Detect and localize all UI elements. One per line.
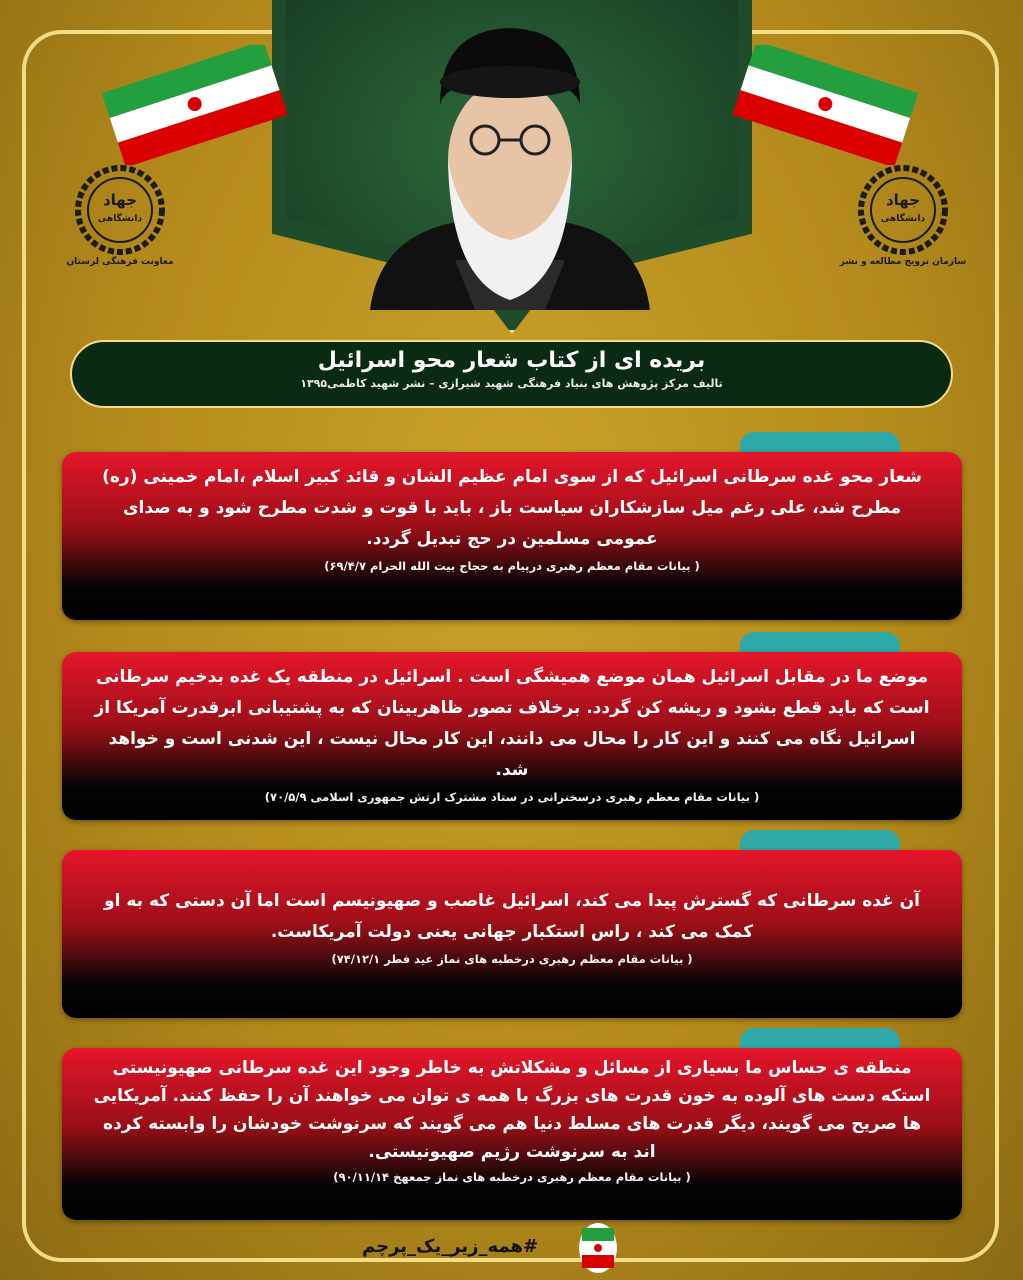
emblem-right-caption: سازمان ترویج مطالعه و نشر [839, 257, 967, 267]
svg-text:دانشگاهی: دانشگاهی [97, 214, 143, 224]
quote-text: منطقه ی حساس ما بسیاری از مسائل و مشکلاتش به خاطر وجود این غده سرطانی صهیونیستی استکه دست های آلوده به خون قدرت های بزرگ با همه ی توان می خواهند آن را حفظ کنند. آمریکایی ها صریح می گویند، دیگر قدرت های مسلط دنیا هم می گویند که سرنوشت خودشان را وابسته کرده اند به سرنوشت رژیم صهیونیستی. [93, 1058, 931, 1162]
emblem-left-caption: معاونت فرهنگی لرستان [66, 257, 174, 267]
quote-citation: ( بیانات مقام معظم رهبری درخطبه های نماز عید فطر ۷۴/۱۲/۱) [331, 952, 693, 966]
title-banner [70, 340, 953, 408]
svg-text:دانشگاهی: دانشگاهی [880, 214, 926, 224]
svg-text:جهاد: جهاد [885, 191, 921, 209]
quote-citation: ( بیانات مقام معظم رهبری درخطبه های نماز جمعهخ ۹۰/۱۱/۱۴) [333, 1170, 691, 1184]
iran-flag-right-icon [730, 45, 920, 165]
quote-text: آن غده سرطانی که گسترش پیدا می کند، اسرائیل غاصب و صهیونیسم است اما آن دستی که به او کمک می کند ، راس استکبار جهانی یعنی دولت آمریکاست. [104, 891, 920, 942]
svg-text:جهاد: جهاد [102, 191, 138, 209]
quote-citation: ( بیانات مقام معظم رهبری درپیام به حجاج بیت الله الحرام ۶۹/۴/۷) [324, 559, 700, 573]
hashtag-text: #همه_زیر_یک_پرچم [362, 1236, 539, 1257]
quote-card-3 [62, 850, 962, 1018]
quote-card-4 [62, 1048, 962, 1220]
iran-flag-badge-icon [578, 1222, 618, 1274]
portrait-image [360, 10, 660, 310]
quote-text: موضع ما در مقابل اسرائیل همان موضع همیشگی است . اسرائیل در منطقه یک غده بدخیم سرطانی است که باید قطع بشود و ریشه کن گردد. برخلاف تصور ظاهربینان که به پشتیبانی ابرقدرت آمریکا از اسرائیل نگاه می کنند و این کار را محال می دانند، این کار محال نیست ، این شدنی است و خواهد شد. [94, 667, 930, 780]
page-title: بریده ای از کتاب شعار محو اسرائیل [317, 348, 706, 373]
jahad-emblem-left [55, 165, 185, 285]
jahad-emblem-right [838, 165, 968, 285]
quote-text: شعار محو غده سرطانی اسرائیل که از سوی امام عظیم الشان و قائد کبیر اسلام ،امام خمینی (ره) مطرح شد، علی رغم میل سازشکاران سیاست باز ، باید با قوت و شدت مطرح شود و به صدای عمومی مسلمین در حج تبدیل گردد. [102, 467, 922, 549]
page-subtitle: تالیف مرکز پژوهش های بنیاد فرهنگی شهید شیرازی – نشر شهید کاظمی۱۳۹۵ [300, 377, 723, 390]
quote-citation: ( بیانات مقام معظم رهبری درسخنرانی در ستاد مشترک ارتش جمهوری اسلامی ۷۰/۵/۹) [264, 790, 760, 804]
quote-card-1 [62, 452, 962, 620]
jahad-seal-icon [858, 165, 948, 255]
iran-flag-left-icon [100, 45, 290, 165]
quote-card-2 [62, 652, 962, 820]
jahad-seal-icon [75, 165, 165, 255]
